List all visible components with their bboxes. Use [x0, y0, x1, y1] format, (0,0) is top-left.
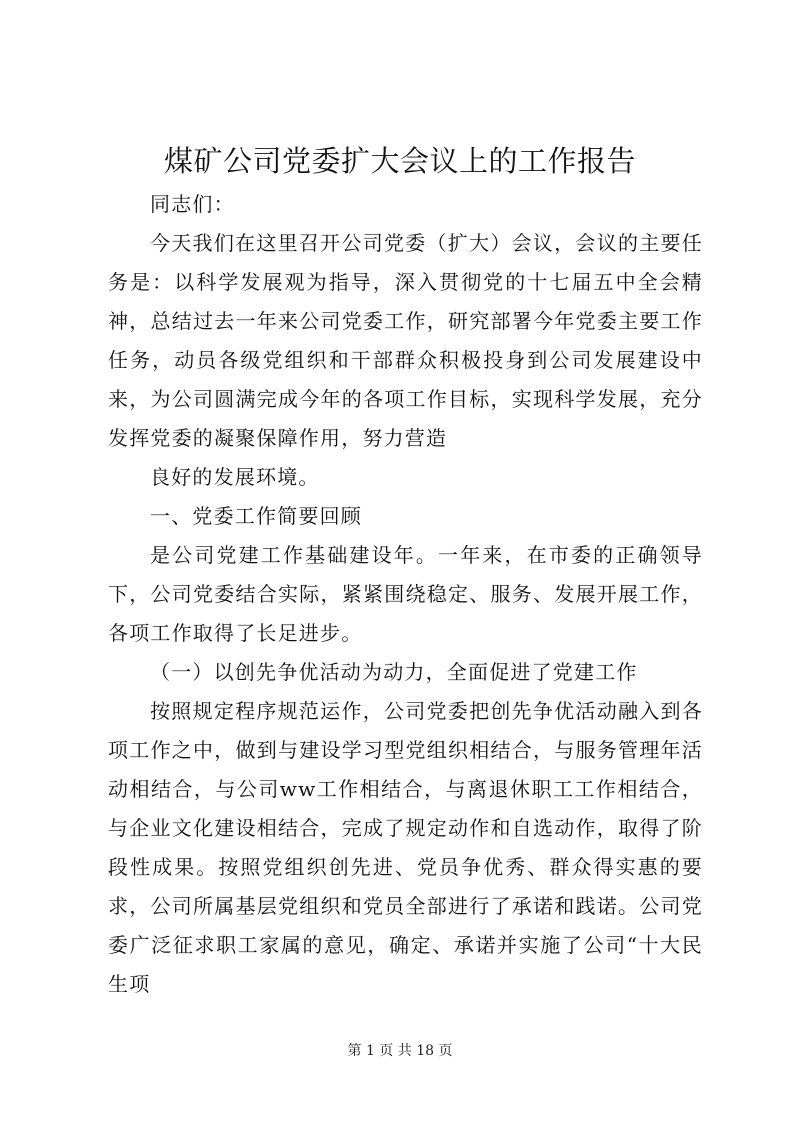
activity-paragraph: 按照规定程序规范运作，公司党委把创先争优活动融入到各项工作之中，做到与建设学习型党组织相结合，与服务管理年活动相结合，与公司ww工作相结合，与离退休职工工作相结合，与企业文化建设相结合，完成了规定动作和自选动作，取得了阶段性成果。按照党组织创先进、党员争优秀、群众得实惠的要求，公司所属基层党组织和党员全部进行了承诺和践诺。公司党委广泛征求职工家属的意见，确定、承诺并实施了公司“十大民生项 — [108, 699, 703, 996]
document-title: 煤矿公司党委扩大会议上的工作报告 — [163, 144, 636, 178]
subsection-heading: （一）以创先争优活动为动力，全面促进了党建工作 — [150, 660, 638, 684]
review-paragraph: 是公司党建工作基础建设年。一年来，在市委的正确领导下，公司党委结合实际，紧紧围绕稳定、服务、发展开展工作，各项工作取得了长足进步。 — [108, 543, 703, 645]
section-heading: 一、党委工作简要回顾 — [150, 504, 362, 528]
document-body — [108, 185, 703, 1004]
intro-continuation-paragraph: 良好的发展环境。 — [150, 465, 320, 489]
salutation-paragraph: 同志们： — [150, 192, 235, 216]
intro-paragraph: 今天我们在这里召开公司党委（扩大）会议，会议的主要任务是：以科学发展观为指导，深入贯彻党的十七届五中全会精神，总结过去一年来公司党委工作，研究部署今年党委主要工作任务，动员各级党组织和干部群众积极投身到公司发展建设中来，为公司圆满完成今年的各项工作目标，实现科学发展，充分发挥党委的凝聚保障作用，努力营造 — [108, 231, 703, 450]
page-number-footer: 第 1 页 共 18 页 — [347, 1043, 453, 1059]
